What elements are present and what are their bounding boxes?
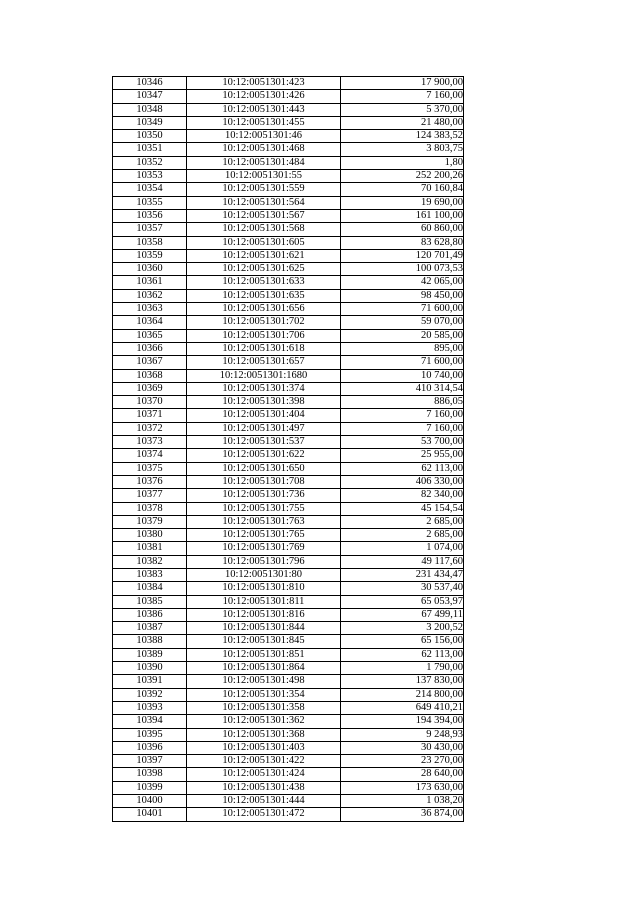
- cadastral-number-cell: 10:12:0051301:568: [187, 223, 341, 236]
- table-row: [113, 449, 464, 462]
- row-number-cell: 10381: [113, 542, 187, 555]
- cadastral-number-cell: 10:12:0051301:498: [187, 675, 341, 688]
- table-row: [113, 795, 464, 808]
- table-row: [113, 715, 464, 728]
- row-number-cell: 10374: [113, 449, 187, 462]
- cadastral-value-cell: 252 200,26: [341, 170, 464, 183]
- row-number-cell: 10373: [113, 436, 187, 449]
- row-number-cell: 10360: [113, 263, 187, 276]
- table-row: [113, 77, 464, 90]
- row-number-cell: 10391: [113, 675, 187, 688]
- row-number-cell: 10361: [113, 276, 187, 289]
- row-number-cell: 10387: [113, 622, 187, 635]
- cadastral-number-cell: 10:12:0051301:403: [187, 741, 341, 754]
- cadastral-value-cell: 124 383,52: [341, 130, 464, 143]
- row-number-cell: 10370: [113, 396, 187, 409]
- cadastral-number-cell: 10:12:0051301:622: [187, 449, 341, 462]
- cadastral-number-cell: 10:12:0051301:736: [187, 489, 341, 502]
- cadastral-number-cell: 10:12:0051301:374: [187, 382, 341, 395]
- table-row: [113, 688, 464, 701]
- cadastral-value-cell: 17 900,00: [341, 77, 464, 90]
- cadastral-number-cell: 10:12:0051301:845: [187, 635, 341, 648]
- row-number-cell: 10383: [113, 568, 187, 581]
- table-row: [113, 755, 464, 768]
- table-row: [113, 422, 464, 435]
- cadastral-number-cell: 10:12:0051301:362: [187, 715, 341, 728]
- cadastral-number-cell: 10:12:0051301:765: [187, 529, 341, 542]
- cadastral-value-cell: 62 113,00: [341, 648, 464, 661]
- cadastral-value-cell: 100 073,53: [341, 263, 464, 276]
- table-row: [113, 103, 464, 116]
- cadastral-value-cell: 36 874,00: [341, 808, 464, 821]
- cadastral-number-cell: 10:12:0051301:851: [187, 648, 341, 661]
- table-row: [113, 542, 464, 555]
- cadastral-value-cell: 60 860,00: [341, 223, 464, 236]
- table-row: [113, 236, 464, 249]
- cadastral-value-cell: 9 248,93: [341, 728, 464, 741]
- cadastral-number-cell: 10:12:0051301:422: [187, 755, 341, 768]
- cadastral-number-cell: 10:12:0051301:423: [187, 77, 341, 90]
- table-row: [113, 568, 464, 581]
- cadastral-value-cell: 71 600,00: [341, 303, 464, 316]
- cadastral-number-cell: 10:12:0051301:358: [187, 701, 341, 714]
- cadastral-number-cell: 10:12:0051301:635: [187, 289, 341, 302]
- cadastral-value-cell: 173 630,00: [341, 781, 464, 794]
- cadastral-value-cell: 42 065,00: [341, 276, 464, 289]
- row-number-cell: 10394: [113, 715, 187, 728]
- table-row: [113, 608, 464, 621]
- row-number-cell: 10377: [113, 489, 187, 502]
- row-number-cell: 10351: [113, 143, 187, 156]
- cadastral-value-cell: 7 160,00: [341, 90, 464, 103]
- cadastral-number-cell: 10:12:0051301:763: [187, 515, 341, 528]
- row-number-cell: 10398: [113, 768, 187, 781]
- row-number-cell: 10359: [113, 249, 187, 262]
- cadastral-value-cell: 3 200,52: [341, 622, 464, 635]
- row-number-cell: 10364: [113, 316, 187, 329]
- cadastral-value-cell: 231 434,47: [341, 568, 464, 581]
- table-row: [113, 130, 464, 143]
- row-number-cell: 10346: [113, 77, 187, 90]
- cadastral-number-cell: 10:12:0051301:864: [187, 662, 341, 675]
- table-row: [113, 289, 464, 302]
- cadastral-value-cell: 7 160,00: [341, 422, 464, 435]
- row-number-cell: 10363: [113, 303, 187, 316]
- cadastral-value-cell: 137 830,00: [341, 675, 464, 688]
- row-number-cell: 10369: [113, 382, 187, 395]
- table-row: [113, 768, 464, 781]
- cadastral-value-cell: 1,80: [341, 156, 464, 169]
- cadastral-number-cell: 10:12:0051301:537: [187, 436, 341, 449]
- cadastral-number-cell: 10:12:0051301:564: [187, 196, 341, 209]
- cadastral-value-cell: 82 340,00: [341, 489, 464, 502]
- row-number-cell: 10368: [113, 369, 187, 382]
- table-row: [113, 515, 464, 528]
- table-row: [113, 342, 464, 355]
- cadastral-number-cell: 10:12:0051301:567: [187, 209, 341, 222]
- table-row: [113, 595, 464, 608]
- cadastral-value-cell: 30 430,00: [341, 741, 464, 754]
- cadastral-value-cell: 5 370,00: [341, 103, 464, 116]
- cadastral-value-cell: 7 160,00: [341, 409, 464, 422]
- row-number-cell: 10380: [113, 529, 187, 542]
- cadastral-number-cell: 10:12:0051301:811: [187, 595, 341, 608]
- cadastral-number-cell: 10:12:0051301:468: [187, 143, 341, 156]
- table-row: [113, 382, 464, 395]
- row-number-cell: 10358: [113, 236, 187, 249]
- cadastral-number-cell: 10:12:0051301:438: [187, 781, 341, 794]
- cadastral-value-cell: 194 394,00: [341, 715, 464, 728]
- table-row: [113, 356, 464, 369]
- row-number-cell: 10365: [113, 329, 187, 342]
- table-row: [113, 369, 464, 382]
- row-number-cell: 10353: [113, 170, 187, 183]
- table-row: [113, 156, 464, 169]
- cadastral-number-cell: 10:12:0051301:844: [187, 622, 341, 635]
- cadastral-number-cell: 10:12:0051301:443: [187, 103, 341, 116]
- row-number-cell: 10357: [113, 223, 187, 236]
- cadastral-value-cell: 161 100,00: [341, 209, 464, 222]
- cadastral-number-cell: 10:12:0051301:618: [187, 342, 341, 355]
- row-number-cell: 10379: [113, 515, 187, 528]
- cadastral-number-cell: 10:12:0051301:559: [187, 183, 341, 196]
- table-row: [113, 143, 464, 156]
- cadastral-value-cell: 70 160,84: [341, 183, 464, 196]
- cadastral-number-cell: 10:12:0051301:444: [187, 795, 341, 808]
- cadastral-value-cell: 23 270,00: [341, 755, 464, 768]
- row-number-cell: 10349: [113, 116, 187, 129]
- row-number-cell: 10355: [113, 196, 187, 209]
- table-row: [113, 662, 464, 675]
- cadastral-number-cell: 10:12:0051301:398: [187, 396, 341, 409]
- row-number-cell: 10400: [113, 795, 187, 808]
- cadastral-value-cell: 83 628,80: [341, 236, 464, 249]
- cadastral-number-cell: 10:12:0051301:706: [187, 329, 341, 342]
- table-row: [113, 249, 464, 262]
- row-number-cell: 10386: [113, 608, 187, 621]
- cadastral-number-cell: 10:12:0051301:650: [187, 462, 341, 475]
- table-row: [113, 675, 464, 688]
- row-number-cell: 10382: [113, 555, 187, 568]
- table-row: [113, 502, 464, 515]
- table-row: [113, 396, 464, 409]
- cadastral-value-cell: 120 701,49: [341, 249, 464, 262]
- cadastral-value-cell: 406 330,00: [341, 475, 464, 488]
- table-row: [113, 223, 464, 236]
- cadastral-value-cell: 895,00: [341, 342, 464, 355]
- cadastral-value-cell: 65 156,00: [341, 635, 464, 648]
- table-row: [113, 582, 464, 595]
- table-row: [113, 436, 464, 449]
- table-row: [113, 529, 464, 542]
- cadastral-number-cell: 10:12:0051301:656: [187, 303, 341, 316]
- row-number-cell: 10366: [113, 342, 187, 355]
- cadastral-value-cell: 1 074,00: [341, 542, 464, 555]
- table-row: [113, 648, 464, 661]
- table-row: [113, 462, 464, 475]
- cadastral-value-cell: 20 585,00: [341, 329, 464, 342]
- cadastral-number-cell: 10:12:0051301:484: [187, 156, 341, 169]
- row-number-cell: 10352: [113, 156, 187, 169]
- row-number-cell: 10389: [113, 648, 187, 661]
- cadastral-value-cell: 71 600,00: [341, 356, 464, 369]
- cadastral-number-cell: 10:12:0051301:426: [187, 90, 341, 103]
- cadastral-value-cell: 10 740,00: [341, 369, 464, 382]
- cadastral-value-cell: 49 117,60: [341, 555, 464, 568]
- cadastral-value-cell: 98 450,00: [341, 289, 464, 302]
- cadastral-number-cell: 10:12:0051301:472: [187, 808, 341, 821]
- cadastral-number-cell: 10:12:0051301:810: [187, 582, 341, 595]
- row-number-cell: 10393: [113, 701, 187, 714]
- cadastral-number-cell: 10:12:0051301:368: [187, 728, 341, 741]
- cadastral-number-cell: 10:12:0051301:796: [187, 555, 341, 568]
- table-row: [113, 183, 464, 196]
- table-row: [113, 622, 464, 635]
- cadastral-number-cell: 10:12:0051301:708: [187, 475, 341, 488]
- table-row: [113, 741, 464, 754]
- cadastral-value-cell: 649 410,21: [341, 701, 464, 714]
- table-row: [113, 303, 464, 316]
- cadastral-value-cell: 3 803,75: [341, 143, 464, 156]
- cadastral-value-cell: 28 640,00: [341, 768, 464, 781]
- row-number-cell: 10396: [113, 741, 187, 754]
- cadastral-number-cell: 10:12:0051301:404: [187, 409, 341, 422]
- row-number-cell: 10372: [113, 422, 187, 435]
- cadastral-number-cell: 10:12:0051301:605: [187, 236, 341, 249]
- cadastral-number-cell: 10:12:0051301:755: [187, 502, 341, 515]
- cadastral-number-cell: 10:12:0051301:633: [187, 276, 341, 289]
- row-number-cell: 10401: [113, 808, 187, 821]
- cadastral-number-cell: 10:12:0051301:55: [187, 170, 341, 183]
- cadastral-value-cell: 53 700,00: [341, 436, 464, 449]
- cadastral-value-cell: 65 053,97: [341, 595, 464, 608]
- row-number-cell: 10399: [113, 781, 187, 794]
- row-number-cell: 10356: [113, 209, 187, 222]
- cadastral-number-cell: 10:12:0051301:80: [187, 568, 341, 581]
- table-row: [113, 170, 464, 183]
- cadastral-value-cell: 886,05: [341, 396, 464, 409]
- cadastral-value-cell: 59 070,00: [341, 316, 464, 329]
- row-number-cell: 10348: [113, 103, 187, 116]
- table-row: [113, 316, 464, 329]
- cadastral-number-cell: 10:12:0051301:455: [187, 116, 341, 129]
- cadastral-number-cell: 10:12:0051301:621: [187, 249, 341, 262]
- table-row: [113, 475, 464, 488]
- table-row: [113, 90, 464, 103]
- row-number-cell: 10371: [113, 409, 187, 422]
- row-number-cell: 10388: [113, 635, 187, 648]
- row-number-cell: 10392: [113, 688, 187, 701]
- row-number-cell: 10354: [113, 183, 187, 196]
- cadastral-value-cell: 410 314,54: [341, 382, 464, 395]
- row-number-cell: 10390: [113, 662, 187, 675]
- cadastral-number-cell: 10:12:0051301:46: [187, 130, 341, 143]
- table-row: [113, 209, 464, 222]
- row-number-cell: 10384: [113, 582, 187, 595]
- row-number-cell: 10367: [113, 356, 187, 369]
- cadastral-value-cell: 1 790,00: [341, 662, 464, 675]
- table-row: [113, 781, 464, 794]
- cadastral-value-cell: 21 480,00: [341, 116, 464, 129]
- cadastral-number-cell: 10:12:0051301:657: [187, 356, 341, 369]
- cadastral-value-cell: 2 685,00: [341, 515, 464, 528]
- cadastral-number-cell: 10:12:0051301:816: [187, 608, 341, 621]
- cadastre-value-table: [112, 76, 464, 822]
- row-number-cell: 10375: [113, 462, 187, 475]
- row-number-cell: 10362: [113, 289, 187, 302]
- cadastral-value-cell: 1 038,20: [341, 795, 464, 808]
- row-number-cell: 10376: [113, 475, 187, 488]
- cadastral-value-cell: 19 690,00: [341, 196, 464, 209]
- cadastral-number-cell: 10:12:0051301:625: [187, 263, 341, 276]
- cadastral-number-cell: 10:12:0051301:769: [187, 542, 341, 555]
- row-number-cell: 10378: [113, 502, 187, 515]
- table-row: [113, 555, 464, 568]
- cadastral-number-cell: 10:12:0051301:354: [187, 688, 341, 701]
- row-number-cell: 10395: [113, 728, 187, 741]
- table-row: [113, 728, 464, 741]
- cadastral-value-cell: 25 955,00: [341, 449, 464, 462]
- table-row: [113, 635, 464, 648]
- row-number-cell: 10350: [113, 130, 187, 143]
- table-row: [113, 116, 464, 129]
- cadastral-value-cell: 2 685,00: [341, 529, 464, 542]
- cadastral-value-cell: 214 800,00: [341, 688, 464, 701]
- cadastral-value-cell: 45 154,54: [341, 502, 464, 515]
- cadastral-number-cell: 10:12:0051301:424: [187, 768, 341, 781]
- row-number-cell: 10347: [113, 90, 187, 103]
- row-number-cell: 10385: [113, 595, 187, 608]
- table-row: [113, 276, 464, 289]
- row-number-cell: 10397: [113, 755, 187, 768]
- cadastral-number-cell: 10:12:0051301:702: [187, 316, 341, 329]
- table-row: [113, 489, 464, 502]
- table-row: [113, 196, 464, 209]
- table-body: [113, 77, 464, 822]
- table-row: [113, 329, 464, 342]
- cadastral-number-cell: 10:12:0051301:1680: [187, 369, 341, 382]
- table-row: [113, 409, 464, 422]
- cadastral-number-cell: 10:12:0051301:497: [187, 422, 341, 435]
- cadastral-value-cell: 30 537,40: [341, 582, 464, 595]
- table-row: [113, 701, 464, 714]
- cadastral-value-cell: 67 499,11: [341, 608, 464, 621]
- table-row: [113, 808, 464, 821]
- cadastral-value-cell: 62 113,00: [341, 462, 464, 475]
- table-row: [113, 263, 464, 276]
